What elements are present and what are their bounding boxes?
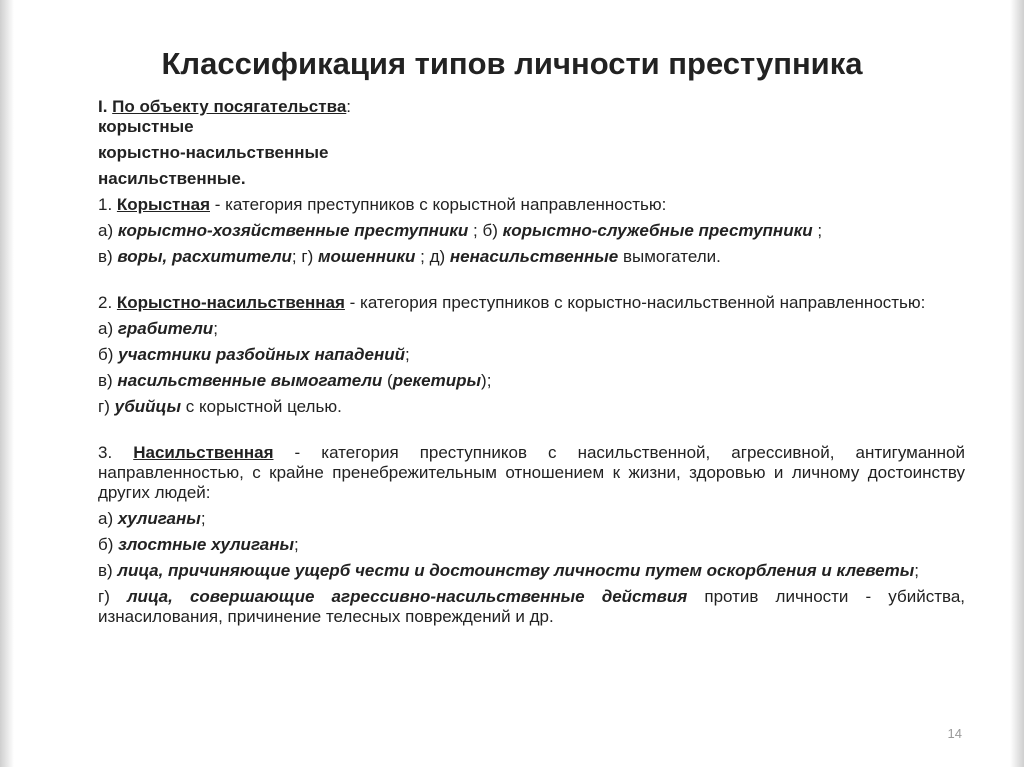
category-2-item-c: в) насильственные вымогатели (рекетиры);: [98, 371, 492, 390]
spacer: [98, 417, 965, 443]
category-2-item-d: г) убийцы с корыстной целью.: [98, 397, 342, 416]
intro-item-1: корыстные: [98, 117, 194, 136]
right-edge-shadow: [1010, 0, 1024, 767]
category-2-heading: 2. Корыстно-насильственная - категория преступников с корыстно-насильственной направленностью:: [98, 293, 926, 312]
category-2-item-b: б) участники разбойных нападений;: [98, 345, 410, 364]
category-1-line-a: а) корыстно-хозяйственные преступники ; б) корыстно-служебные преступники ;: [98, 221, 823, 240]
category-2-item-a: а) грабители;: [98, 319, 218, 338]
slide-content: [98, 97, 965, 627]
category-1-line-b: в) воры, расхитители; г) мошенники ; д) ненасильственные вымогатели.: [98, 247, 721, 266]
page-number: 14: [947, 726, 962, 741]
section-heading-text: По объекту посягательства: [112, 97, 347, 116]
intro-item-3: насильственные.: [98, 169, 246, 188]
category-3-item-a: а) хулиганы;: [98, 509, 206, 528]
intro-item-2: корыстно-насильственные: [98, 143, 329, 162]
spacer: [98, 267, 965, 293]
category-1-heading: 1. Корыстная - категория преступников с корыстной направленностью:: [98, 195, 667, 214]
left-edge-shadow: [0, 0, 14, 767]
slide-title: Классификация типов личности преступника: [161, 46, 863, 81]
category-1-name: Корыстная: [116, 195, 210, 214]
category-2-name: Корыстно-насильственная: [116, 293, 345, 312]
category-3-heading: 3. Насильственная - категория преступников с насильственной, агрессивной, антигуманной направленностью, с крайне пренебрежительным отношением к жизни, здоровью и личному достоинству других людей:: [98, 443, 965, 502]
category-3-item-c: в) лица, причиняющие ущерб чести и достоинству личности путем оскорбления и клеветы;: [98, 561, 919, 580]
section-heading: I. По объекту посягательства:: [98, 97, 352, 116]
category-3-name: Насильственная: [133, 443, 274, 462]
category-3-item-d: г) лица, совершающие агрессивно-насильственные действия против личности - убийства, изнасилования, причинение телесных повреждений и др.: [98, 587, 965, 626]
category-3-item-b: б) злостные хулиганы;: [98, 535, 299, 554]
